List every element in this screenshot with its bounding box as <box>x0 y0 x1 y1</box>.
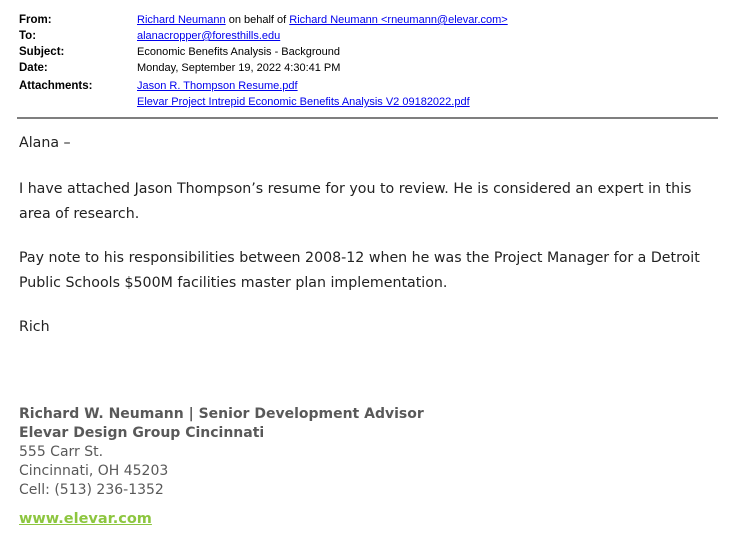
email-header <box>19 14 719 110</box>
email-signature <box>19 405 424 500</box>
subject-value: Economic Benefits Analysis - Background <box>137 46 340 58</box>
header-divider <box>17 117 718 119</box>
subject-label: Subject: <box>19 46 65 58</box>
from-name-link[interactable]: Richard Neumann <box>137 14 226 26</box>
signature-city: Cincinnati, OH 45203 <box>19 463 169 479</box>
attachments-list <box>137 78 470 110</box>
from-address-link[interactable]: Richard Neumann <rneumann@elevar.com> <box>289 14 508 26</box>
body-paragraph: Pay note to his responsibilities between 2008-12 when he was the Project Manager for a Detroit Public Schools $500M facilities master plan implementation. <box>19 250 700 291</box>
date-label: Date: <box>19 62 48 74</box>
signature-company: Elevar Design Group Cincinnati <box>19 425 265 441</box>
signature-street: 555 Carr St. <box>19 444 104 460</box>
signoff: Rich <box>19 319 50 335</box>
attachment-link[interactable]: Elevar Project Intrepid Economic Benefits Analysis V2 09182022.pdf <box>137 96 470 108</box>
from-on-behalf-text: on behalf of <box>225 14 290 26</box>
attachments-label: Attachments: <box>19 80 93 92</box>
attachment-link[interactable]: Jason R. Thompson Resume.pdf <box>137 80 298 92</box>
from-row <box>19 14 719 30</box>
to-row <box>19 30 719 46</box>
signature-phone: Cell: (513) 236-1352 <box>19 482 164 498</box>
attachments-row <box>19 78 719 110</box>
subject-row <box>19 46 719 62</box>
from-value <box>137 14 508 26</box>
website-link[interactable]: www.elevar.com <box>19 511 152 527</box>
greeting: Alana – <box>19 135 71 151</box>
to-address-link[interactable]: alanacropper@foresthills.edu <box>137 30 281 42</box>
body-paragraph: I have attached Jason Thompson’s resume for you to review. He is considered an expert in this area of research. <box>19 181 692 222</box>
date-value: Monday, September 19, 2022 4:30:41 PM <box>137 62 341 74</box>
signature-name-title: Richard W. Neumann | Senior Development Advisor <box>19 406 424 422</box>
date-row <box>19 62 719 78</box>
from-label: From: <box>19 14 52 26</box>
to-label: To: <box>19 30 37 42</box>
